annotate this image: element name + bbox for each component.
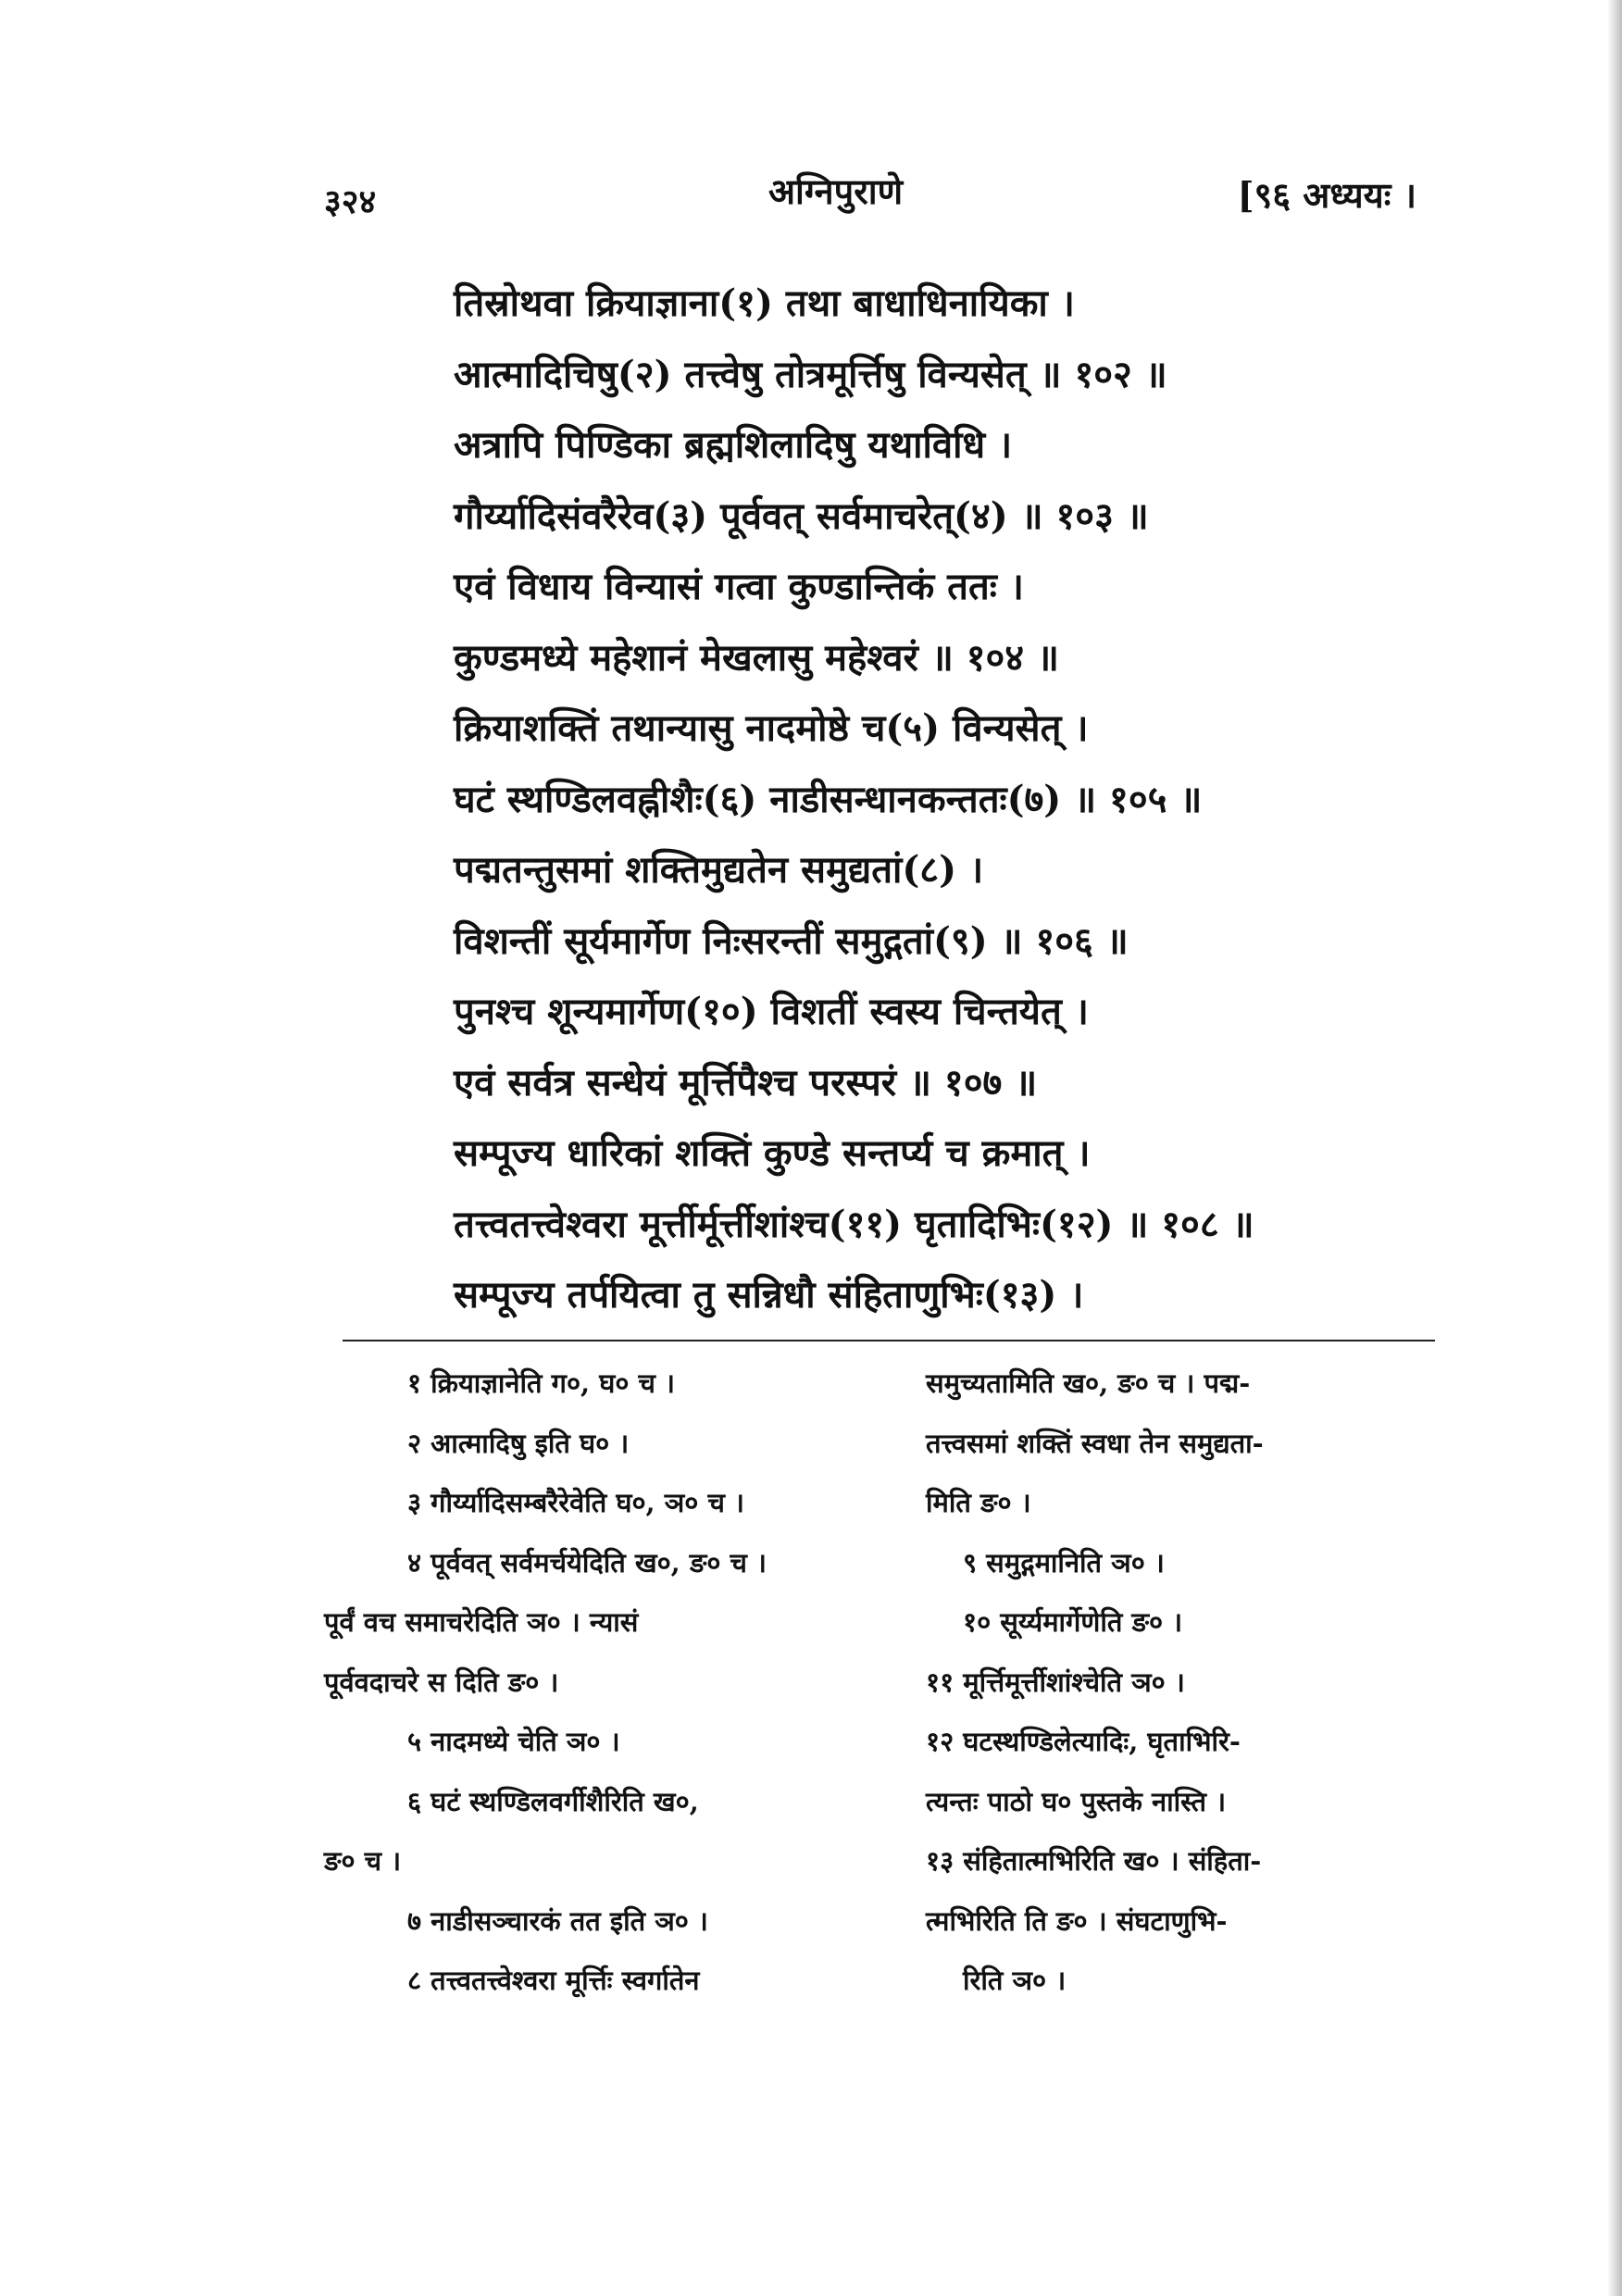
verse-line: क्रियाशक्तिं तथान्यासु नादमोष्ठे च(५) विन्यसेत् ।: [454, 706, 1089, 750]
footnotes-right-column: [926, 1354, 1444, 2011]
footnote-line: त्यन्तः पाठो घ० पुस्तके नास्ति ।: [926, 1785, 1227, 1817]
footnote-divider: [343, 1340, 1435, 1341]
footnote-line: ५ नादमध्ये चेति ञ० ।: [407, 1726, 620, 1757]
footnote-line: रिति ञ० ।: [963, 1965, 1067, 1996]
verse-block: [454, 268, 1546, 1331]
footnote-line: समुच्यतामिति ख०, ङ० च । पद्म-: [926, 1367, 1251, 1399]
footnote-line: त्मभिरिति ति ङ० । संघटाणुभि-: [926, 1904, 1228, 1937]
verse-line: अत्रापि पिण्डिका ब्रह्मशिलादिषु यथाविधि ।: [454, 423, 1013, 467]
footnote-line: पूर्ववदाचरे स दिति ङ० ।: [324, 1666, 559, 1698]
verse-line: आत्मादिचिषु(२) तत्त्वेषु तोत्रमूर्त्तिषु विन्यसेत् ॥ १०२ ॥: [454, 352, 1167, 396]
footnote-line: १ क्रियाज्ञानेति ग०, घ० च ।: [407, 1367, 676, 1399]
verse-line: कुण्डमध्ये महेशानं मेखलासु महेश्वरं ॥ १०४ ॥: [454, 635, 1059, 680]
verse-line: विशन्तीं सूर्यमार्गेण निःसरन्तीं समुद्गतां(९) ॥ १०६ ॥: [454, 918, 1129, 963]
page-header: [324, 167, 1435, 222]
footnote-line: ११ मूर्त्तिमूर्त्तीशांश्चेति ञ० ।: [926, 1666, 1185, 1698]
footnote-line: २ आत्मादिषु इति घ० ।: [407, 1427, 630, 1459]
verse-line: एवं विधाय विन्यासं गत्वा कुण्डान्तिकं ततः ।: [454, 565, 1024, 608]
footnote-line: ८ तत्त्वतत्त्वेश्वरा मूर्त्तिः स्वर्गातेन: [407, 1965, 700, 1996]
verse-line: सम्पूज्य तर्पयित्वा तु सन्निधौ संहिताणुभिः(१३) ।: [454, 1273, 1084, 1316]
footnote-line: ३ गौर्य्यादिसम्बरैरेवेति घ०, ञ० च ।: [407, 1487, 744, 1518]
footnote-line: १० सूर्य्यमार्गेणेति ङ० ।: [963, 1606, 1183, 1638]
footnote-line: ९ समुद्गमानिति ञ० ।: [963, 1546, 1165, 1578]
page-number: ३२४: [324, 182, 377, 221]
scan-edge-shadow: [1607, 0, 1622, 2296]
book-title: अग्निपुराणे: [768, 170, 904, 212]
footnote-line: पूर्वं वच समाचरेदिति ञ० । न्यासं: [324, 1606, 639, 1638]
footnote-line: ६ घटं स्थण्डिलवर्गीशैरिति ख०,: [407, 1785, 699, 1817]
footnote-line: तत्त्वसमां शक्तिं स्वधा तेन समुद्यता-: [926, 1427, 1264, 1459]
verse-line: गौर्य्यादिसंवरैरेव(३) पूर्ववत् सर्वमाचरेत्(४) ॥ १०३ ॥: [454, 493, 1149, 538]
footnote-line: १२ घटस्थण्डिलेत्यादिः, घृताभिरि-: [926, 1726, 1241, 1757]
footnote-line: १३ संहितात्मभिरिति ख० । संहिता-: [926, 1845, 1262, 1877]
footnote-line: ४ पूर्ववत् सर्वमर्चयेदिति ख०, ङ० च ।: [407, 1546, 767, 1578]
footnotes-left-column: [324, 1354, 917, 2011]
footnote-line: ७ नाडीसञ्चारकं तत इति ञ० ।: [407, 1904, 708, 1937]
footnote-line: मिति ङ० ।: [926, 1487, 1031, 1518]
verse-line: पद्मतन्तुसमां शक्तिमुद्यतेन समुद्यतां(८) ।: [454, 848, 984, 892]
verse-line: तिस्रोथवा क्रियाज्ञाना(१) तथा बाधाधिनायिका ।: [454, 281, 1075, 325]
chapter-label: [९६ अध्ययः ।: [1237, 174, 1416, 216]
footnote-line: ङ० च ।: [324, 1845, 402, 1877]
verse-line: पुनश्च शून्यमार्गेण(१०) विशतीं स्वस्य चिन्तयेत् ।: [454, 990, 1089, 1033]
verse-line: एवं सर्वत्र सन्धेयं मूर्त्तिपैश्च परस्परं ॥ १०७ ॥: [454, 1060, 1038, 1104]
verse-line: सम्पूज्य धारिकां शक्तिं कुण्डे सन्तर्प्य च क्रमात् ।: [454, 1131, 1091, 1175]
verse-line: घटं स्थण्डिलवह्नीशैः(६) नाडीसन्धानकन्ततः(७) ॥ १०५ ॥: [454, 777, 1203, 821]
verse-line: तत्त्वतत्त्वेश्वरा मूर्त्तीर्मूर्त्तीशांश्च(११) घृतादिभिः(१२) ॥ १०८ ॥: [454, 1202, 1254, 1246]
